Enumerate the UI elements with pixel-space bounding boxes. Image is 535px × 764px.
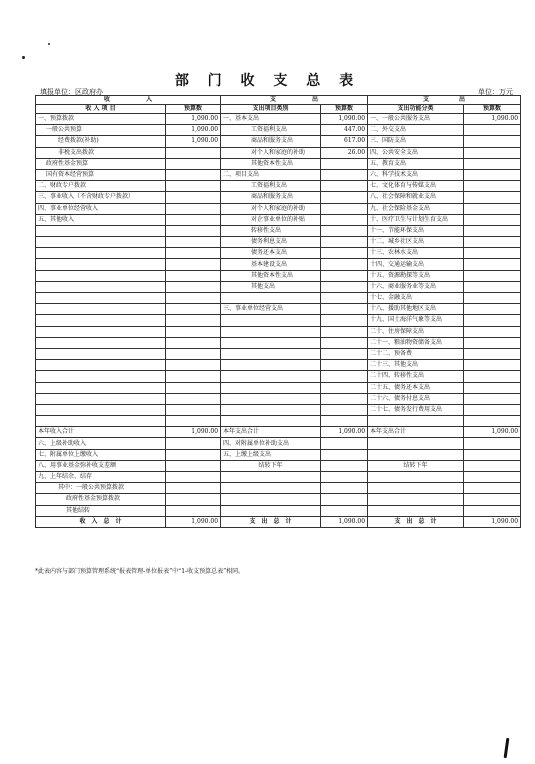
expense-type-cell: 其他资本性支出 (221, 158, 321, 169)
expense-function-budget-cell (464, 248, 521, 259)
table-row (36, 270, 521, 281)
income-item-cell: 政府性基金预算 (36, 158, 166, 169)
table-footer (36, 427, 521, 528)
expense-group-header: 支 出 (221, 96, 368, 105)
income-item-header: 收 入 项 目 (36, 105, 166, 114)
expense-type-budget-cell (321, 192, 368, 203)
income-budget-cell (166, 237, 221, 248)
expense-function-cell: 四、公共安全支出 (368, 147, 464, 158)
footnote: *此表内容与部门预算管理系统“报表管理-单位报表”中“1-收支预算总表”相同。 (35, 568, 245, 575)
expense-function-cell: 十二、城乡社区支出 (368, 237, 464, 248)
expense-type-cell (221, 348, 321, 359)
income-budget-cell (166, 404, 221, 415)
expense-type-budget-cell (321, 181, 368, 192)
expense-function-budget-cell (464, 348, 521, 359)
expense-function-cell: 一、一般公共服务支出 (368, 114, 464, 125)
table-row (36, 360, 521, 371)
income-budget-cell: 1,090.00 (166, 125, 221, 136)
income-budget-cell (166, 192, 221, 203)
income-item-cell: 经费拨款(补助) (36, 136, 166, 147)
table-row (36, 427, 521, 438)
scan-dot (48, 43, 50, 45)
expense-function-cell: 九、社会保险基金支出 (368, 203, 464, 214)
income-expense-table (35, 95, 521, 528)
table-row (36, 483, 521, 494)
expense-total-label: 本年支出合计 (221, 427, 321, 438)
table-row (36, 348, 521, 359)
income-item-cell (36, 371, 166, 382)
expense-type-cell: 工资福利支出 (221, 181, 321, 192)
expense-type-cell: 债务利息支出 (221, 237, 321, 248)
income-total-value: 1,090.00 (166, 427, 221, 438)
table-row (36, 326, 521, 337)
expense-type-cell (221, 382, 321, 393)
income-budget-cell (166, 181, 221, 192)
income-budget-cell (166, 214, 221, 225)
income-group-header: 收 入 (36, 96, 221, 105)
expense-type-cell (221, 360, 321, 371)
expense-type-budget-cell: 26.00 (321, 147, 368, 158)
income-label: 六、上级补助收入 (36, 438, 166, 449)
expense-function-budget-cell (464, 192, 521, 203)
expense-type-budget-cell (321, 326, 368, 337)
expense-function-budget-cell (464, 416, 521, 427)
table-row (36, 382, 521, 393)
expense-function-cell: 十六、商业服务业等支出 (368, 281, 464, 292)
income-budget-cell (166, 337, 221, 348)
income-budget-cell (166, 393, 221, 404)
income-label: 八、用事业基金弥补收支差额 (36, 460, 166, 471)
table-row (36, 181, 521, 192)
expense-total-value: 1,090.00 (321, 427, 368, 438)
grand-expense-value: 1,090.00 (321, 516, 368, 527)
expense-function-budget-cell (464, 147, 521, 158)
expense-type-cell: 对企事业单位的补贴 (221, 214, 321, 225)
expense-type-header: 支出项目类别 (221, 105, 321, 114)
income-item-cell (36, 225, 166, 236)
table-row (36, 214, 521, 225)
income-item-cell (36, 315, 166, 326)
expense-function-budget-cell (464, 136, 521, 147)
expense-function-cell: 十七、金融支出 (368, 293, 464, 304)
carry-forward-label: 结转下年 (221, 460, 321, 471)
expense-type-budget-cell (321, 382, 368, 393)
expense-function-budget-cell (464, 404, 521, 415)
expense-function-budget-cell (464, 371, 521, 382)
unit-measure: 单位：万元 (478, 88, 513, 96)
income-item-cell (36, 326, 166, 337)
income-item-cell (36, 382, 166, 393)
income-label: 其他结转 (36, 505, 166, 516)
expense-type-cell: 其他资本性支出 (221, 270, 321, 281)
income-item-cell: 国有资本经营预算 (36, 169, 166, 180)
table-row (36, 494, 521, 505)
income-item-cell: 四、事业单位经营收入 (36, 203, 166, 214)
income-item-cell: 一、预算拨款 (36, 114, 166, 125)
expense-type-cell: 二、项目支出 (221, 169, 321, 180)
table-row (36, 158, 521, 169)
expense-type-budget-cell: 1,090.00 (321, 114, 368, 125)
expense-function-budget-cell (464, 225, 521, 236)
table-row (36, 438, 521, 449)
income-budget-cell (166, 203, 221, 214)
expense-function-cell: 十四、交通运输支出 (368, 259, 464, 270)
expense-function-cell: 五、教育支出 (368, 158, 464, 169)
table-row (36, 192, 521, 203)
table-row (36, 460, 521, 471)
income-budget-cell (166, 416, 221, 427)
income-item-cell: 三、事业收入（不含财政专户拨款） (36, 192, 166, 203)
income-item-cell (36, 259, 166, 270)
income-item-cell (36, 337, 166, 348)
income-item-cell: 二、财政专户拨款 (36, 181, 166, 192)
table-row (36, 472, 521, 483)
expense-function-cell: 六、科学技术支出 (368, 169, 464, 180)
income-budget-cell (166, 158, 221, 169)
table-row (36, 393, 521, 404)
expense-type-cell (221, 326, 321, 337)
table-row (36, 125, 521, 136)
expense-type-cell: 对个人和家庭的补助 (221, 203, 321, 214)
expense-type-budget-cell (321, 259, 368, 270)
scan-dot (22, 56, 25, 59)
table-row (36, 315, 521, 326)
table-row (36, 147, 521, 158)
income-budget-cell (166, 293, 221, 304)
expense-function-budget-cell (464, 181, 521, 192)
carry-forward-label-2: 结转下年 (368, 460, 464, 471)
expense-function-cell: 二十二、预备费 (368, 348, 464, 359)
income-budget-cell (166, 348, 221, 359)
expense-type-cell (221, 315, 321, 326)
expense-type-cell (221, 293, 321, 304)
income-budget-cell (166, 371, 221, 382)
expense-type-budget-cell (321, 404, 368, 415)
income-item-cell (36, 360, 166, 371)
income-budget-header: 预算数 (166, 105, 221, 114)
income-budget-cell (166, 382, 221, 393)
expense-function-cell: 二十、住房保障支出 (368, 326, 464, 337)
expense-function-cell: 八、社会保障和就业支出 (368, 192, 464, 203)
expense-function-cell (368, 416, 464, 427)
expense-function-cell: 三、国防支出 (368, 136, 464, 147)
grand-income-label: 收 入 总 计 (36, 516, 166, 527)
expense-type-cell: 转移性支出 (221, 225, 321, 236)
expense-function-budget-cell (464, 281, 521, 292)
expense-function-budget-cell (464, 125, 521, 136)
income-budget-cell: 1,090.00 (166, 136, 221, 147)
grand-expense-value-2: 1,090.00 (464, 516, 521, 527)
income-budget-cell (166, 147, 221, 158)
expense-function-cell: 十、医疗卫生与计划生育支出 (368, 214, 464, 225)
expense-type-cell: 商品和服务支出 (221, 192, 321, 203)
income-item-cell (36, 248, 166, 259)
income-budget-cell (166, 270, 221, 281)
expense-type-budget-cell (321, 337, 368, 348)
grand-income-value: 1,090.00 (166, 516, 221, 527)
table-row (36, 416, 521, 427)
income-budget-cell (166, 225, 221, 236)
grand-expense-label-2: 支 出 总 计 (368, 516, 464, 527)
expense-function-budget-cell: 1,090.00 (464, 114, 521, 125)
income-item-cell (36, 393, 166, 404)
page-title: 部 门 收 支 总 表 (174, 73, 361, 89)
grand-expense-label: 支 出 总 计 (221, 516, 321, 527)
table-row (36, 404, 521, 415)
expense-function-cell: 二十三、其他支出 (368, 360, 464, 371)
table-row (36, 371, 521, 382)
expense-function-cell: 二、外交支出 (368, 125, 464, 136)
expense-type-budget-cell (321, 158, 368, 169)
income-label: 九、上年结余、结存 (36, 472, 166, 483)
income-item-cell (36, 404, 166, 415)
expense-function-budget-cell (464, 304, 521, 315)
expense-function-cell: 二十四、转移性支出 (368, 371, 464, 382)
expense-type-budget-cell (321, 203, 368, 214)
income-budget-cell (166, 259, 221, 270)
table-row (36, 248, 521, 259)
expense-function-cell: 十九、国土海洋气象等支出 (368, 315, 464, 326)
income-item-cell (36, 270, 166, 281)
expense-function-cell: 十八、援助其他地区支出 (368, 304, 464, 315)
table-row (36, 169, 521, 180)
expense-type-budget-cell (321, 393, 368, 404)
expense-label: 四、对附属单位补助支出 (221, 438, 321, 449)
income-item-cell: 一般公共预算 (36, 125, 166, 136)
expense-function-cell: 十三、农林水支出 (368, 248, 464, 259)
expense-type-budget-header: 预算数 (321, 105, 368, 114)
expense-function-cell: 二十五、债务还本支出 (368, 382, 464, 393)
expense-type-cell (221, 404, 321, 415)
expense-function-cell: 二十六、债务付息支出 (368, 393, 464, 404)
expense-function-budget-cell (464, 169, 521, 180)
income-budget-cell (166, 326, 221, 337)
expense-function-budget-cell (464, 270, 521, 281)
expense-type-cell: 工资福利支出 (221, 125, 321, 136)
expense-type-cell (221, 393, 321, 404)
header-column-row (36, 105, 521, 114)
income-label: 其中：一般公共预算拨款 (36, 483, 166, 494)
income-budget-cell (166, 315, 221, 326)
expense-function-budget-cell (464, 315, 521, 326)
expense-function-cell: 二十一、粮油物资储备支出 (368, 337, 464, 348)
income-budget-cell (166, 360, 221, 371)
expense-type-cell: 对个人和家庭的补助 (221, 147, 321, 158)
expense-total-value-2: 1,090.00 (464, 427, 521, 438)
expense-type-cell: 债务还本支出 (221, 248, 321, 259)
expense-type-budget-cell (321, 293, 368, 304)
income-budget-cell (166, 169, 221, 180)
income-item-cell (36, 348, 166, 359)
income-item-cell (36, 416, 166, 427)
expense-type-cell (221, 337, 321, 348)
header-group-row (36, 96, 521, 105)
income-label: 政府性基金预算拨款 (36, 494, 166, 505)
table-row (36, 136, 521, 147)
expense-total-label-2: 本年支出合计 (368, 427, 464, 438)
income-budget-cell (166, 248, 221, 259)
expense-function-cell: 二十七、债务发行费用支出 (368, 404, 464, 415)
expense-function-budget-cell (464, 237, 521, 248)
expense-function-budget-cell (464, 259, 521, 270)
reporting-unit: 填报单位：区政府办 (40, 88, 103, 96)
income-item-cell (36, 293, 166, 304)
income-item-cell: 非税支出拨款 (36, 147, 166, 158)
income-item-cell (36, 237, 166, 248)
expense-function-budget-cell (464, 203, 521, 214)
handwritten-mark (504, 738, 510, 758)
expense-type-budget-cell (321, 225, 368, 236)
expense-function-budget-cell (464, 337, 521, 348)
expense-function-budget-cell (464, 158, 521, 169)
expense-function-budget-cell (464, 326, 521, 337)
expense-type-budget-cell: 447.00 (321, 125, 368, 136)
expense-type-budget-cell (321, 169, 368, 180)
expense-type-budget-cell (321, 237, 368, 248)
table-row (36, 225, 521, 236)
expense-type-cell: 商品和服务支出 (221, 136, 321, 147)
expense-type-cell (221, 416, 321, 427)
income-budget-cell: 1,090.00 (166, 114, 221, 125)
expense-type-budget-cell (321, 214, 368, 225)
expense-function-cell: 七、文化体育与传媒支出 (368, 181, 464, 192)
expense-function-cell: 十一、节能环保支出 (368, 225, 464, 236)
expense-label: 五、上缴上级支出 (221, 449, 321, 460)
table-row (36, 337, 521, 348)
expense-type-cell (221, 371, 321, 382)
income-budget-cell (166, 304, 221, 315)
income-item-cell (36, 281, 166, 292)
expense-function-budget-cell (464, 382, 521, 393)
expense-type-budget-cell (321, 416, 368, 427)
grand-total-row (36, 516, 521, 527)
expense-function-budget-cell (464, 214, 521, 225)
expense-type-budget-cell (321, 371, 368, 382)
table-row (36, 293, 521, 304)
expense-type-budget-cell: 617.00 (321, 136, 368, 147)
expense-type-budget-cell (321, 270, 368, 281)
income-item-cell (36, 304, 166, 315)
income-total-label: 本年收入合计 (36, 427, 166, 438)
table-row (36, 114, 521, 125)
table-row (36, 203, 521, 214)
expense-type-budget-cell (321, 281, 368, 292)
table-row (36, 281, 521, 292)
table-row (36, 259, 521, 270)
expense-function-budget-cell (464, 393, 521, 404)
table-row (36, 304, 521, 315)
expense-function-budget-header: 预算数 (464, 105, 521, 114)
table-row (36, 505, 521, 516)
income-label: 七、附属单位上缴收入 (36, 449, 166, 460)
income-item-cell: 五、其他收入 (36, 214, 166, 225)
expense-type-cell: 一、基本支出 (221, 114, 321, 125)
expense-type-cell: 三、事业单位经营支出 (221, 304, 321, 315)
table-row (36, 237, 521, 248)
expense-type-cell: 基本建设支出 (221, 259, 321, 270)
income-budget-cell (166, 281, 221, 292)
expense-function-budget-cell (464, 360, 521, 371)
expense-type-budget-cell (321, 360, 368, 371)
expense-type-budget-cell (321, 348, 368, 359)
table-row (36, 449, 521, 460)
expense-type-cell: 其他支出 (221, 281, 321, 292)
expense-function-cell: 十五、资源勘探等支出 (368, 270, 464, 281)
expense-function-budget-cell (464, 293, 521, 304)
expense-function-header: 支出功能分类 (368, 105, 464, 114)
expense-group-header-2: 支 出 (368, 96, 521, 105)
expense-type-budget-cell (321, 248, 368, 259)
expense-type-budget-cell (321, 304, 368, 315)
expense-type-budget-cell (321, 315, 368, 326)
